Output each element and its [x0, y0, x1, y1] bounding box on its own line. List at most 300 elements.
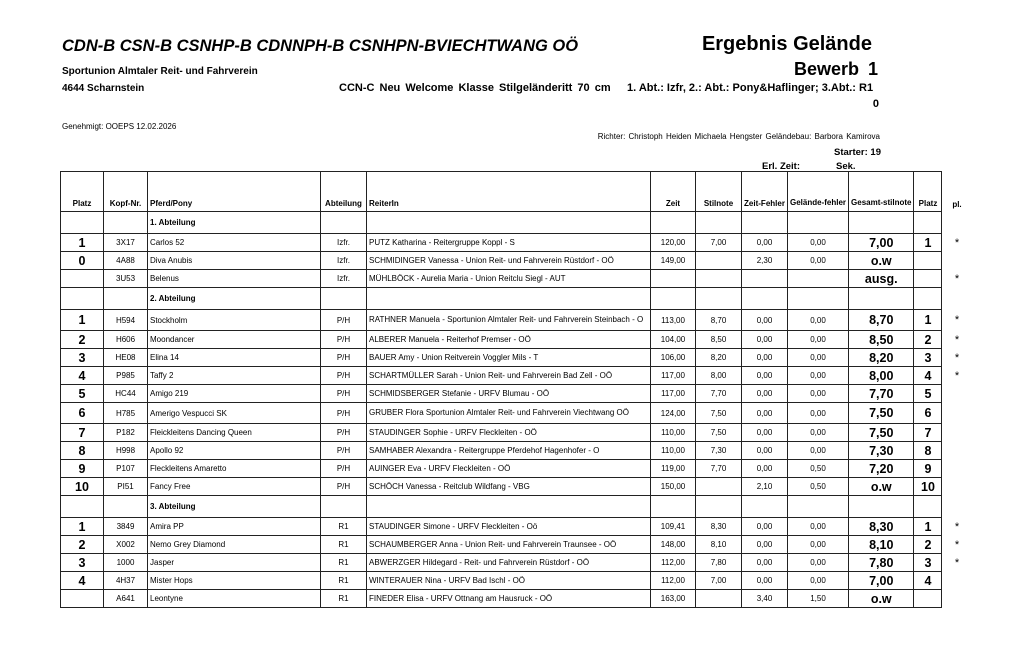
cell-pl-marker: [942, 403, 972, 424]
cell-platz-final: 3: [914, 554, 942, 572]
sek-label: Sek.: [836, 161, 856, 172]
cell-stilnote: [696, 590, 742, 608]
cell-platz-final: 5: [914, 385, 942, 403]
cell-gelaende-fehler: 1,50: [788, 590, 849, 608]
cell-platz-final: 1: [914, 310, 942, 331]
cell-stilnote: 7,50: [696, 424, 742, 442]
table-row: [61, 590, 972, 608]
results-body: [61, 212, 972, 608]
cell-kopf-nr: 4A88: [104, 252, 148, 270]
cell-zeit: 106,00: [651, 349, 696, 367]
cell-zeit: 149,00: [651, 252, 696, 270]
cell-reiter: BAUER Amy - Union Reitverein Voggler Mils - T: [367, 349, 651, 367]
cell-zeit: 150,00: [651, 478, 696, 496]
cell-kopf-nr: H594: [104, 310, 148, 331]
section-empty-cell: [742, 212, 788, 234]
cell-gesamt-stilnote: 7,70: [849, 385, 914, 403]
section-empty-cell: [914, 496, 942, 518]
cell-reiter: SCHMIDINGER Vanessa - Union Reit- und Fahrverein Rüstdorf - OÖ: [367, 252, 651, 270]
cell-platz-final: [914, 270, 942, 288]
table-row: [61, 331, 972, 349]
cell-gesamt-stilnote: o.w: [849, 252, 914, 270]
section-empty-cell: [942, 496, 972, 518]
cell-gesamt-stilnote: 7,20: [849, 460, 914, 478]
approval-note: Genehmigt: OOEPS 12.02.2026: [62, 122, 177, 131]
table-row: [61, 424, 972, 442]
organizer-city: 4644 Scharnstein: [62, 83, 145, 94]
cell-gelaende-fehler: 0,00: [788, 403, 849, 424]
cell-zeit-fehler: [742, 270, 788, 288]
table-row: [61, 442, 972, 460]
cell-platz: [61, 590, 104, 608]
col-header-pferd: Pferd/Pony: [148, 172, 321, 212]
table-row: [61, 536, 972, 554]
cell-abteilung: R1: [321, 536, 367, 554]
cell-kopf-nr: P182: [104, 424, 148, 442]
cell-pl-marker: [942, 252, 972, 270]
table-row: [61, 385, 972, 403]
col-header-gesamt-stilnote: Gesamt-stilnote: [849, 172, 914, 212]
section-empty-cell: [849, 288, 914, 310]
cell-gelaende-fehler: 0,00: [788, 554, 849, 572]
section-empty-cell: [367, 496, 651, 518]
cell-gesamt-stilnote: 8,00: [849, 367, 914, 385]
cell-zeit-fehler: 0,00: [742, 385, 788, 403]
section-empty-cell: [367, 288, 651, 310]
cell-gelaende-fehler: 0,50: [788, 460, 849, 478]
event-codes-title: CDN-B CSN-B CSNHP-B CDNNPH-B CSNHPN-BVIECHTWANG OÖ: [62, 37, 579, 55]
table-row: [61, 234, 972, 252]
section-row: [61, 496, 972, 518]
cell-pferd: Leontyne: [148, 590, 321, 608]
cell-reiter: ABWERZGER Hildegard - Reit- und Fahrverein Rüstdorf - OÖ: [367, 554, 651, 572]
cell-pferd: Stockholm: [148, 310, 321, 331]
cell-reiter: MÜHLBÖCK - Aurelia Maria - Union Reitclu Siegl - AUT: [367, 270, 651, 288]
cell-kopf-nr: H785: [104, 403, 148, 424]
table-row: [61, 478, 972, 496]
cell-platz: 1: [61, 310, 104, 331]
cell-reiter: PUTZ Katharina - Reitergruppe Koppl - S: [367, 234, 651, 252]
cell-pl-marker: *: [954, 369, 960, 382]
cell-zeit-fehler: 0,00: [742, 424, 788, 442]
section-empty-cell: [61, 288, 104, 310]
cell-zeit-fehler: 0,00: [742, 310, 788, 331]
cell-reiter: SCHMIDSBERGER Stefanie - URFV Blumau - OÖ: [367, 385, 651, 403]
cell-kopf-nr: A641: [104, 590, 148, 608]
section-empty-cell: [321, 212, 367, 234]
cell-abteilung: Izfr.: [321, 252, 367, 270]
cell-pferd: Amigo 219: [148, 385, 321, 403]
cell-pl-marker: [942, 460, 972, 478]
cell-gesamt-stilnote: 7,50: [849, 403, 914, 424]
cell-platz: 1: [61, 234, 104, 252]
cell-platz: [61, 270, 104, 288]
table-row: [61, 367, 972, 385]
cell-pl-marker: *: [954, 520, 960, 533]
cell-zeit-fehler: 0,00: [742, 331, 788, 349]
cell-platz: 2: [61, 536, 104, 554]
section-empty-cell: [849, 496, 914, 518]
cell-platz-final: 4: [914, 572, 942, 590]
cell-kopf-nr: 4H37: [104, 572, 148, 590]
cell-abteilung: R1: [321, 572, 367, 590]
col-header-gelaende-fehler: Gelände-fehler: [788, 172, 849, 212]
col-header-platz-final: Platz: [914, 172, 942, 212]
section-empty-cell: [367, 212, 651, 234]
col-header-kopf-nr: Kopf-Nr.: [104, 172, 148, 212]
section-empty-cell: [104, 212, 148, 234]
cell-kopf-nr: PI51: [104, 478, 148, 496]
competition-name: CCN-C Neu Welcome Klasse Stilgeländeritt 70 cm: [339, 82, 611, 94]
cell-platz-final: 2: [914, 536, 942, 554]
cell-platz: 7: [61, 424, 104, 442]
cell-pl-marker: *: [954, 333, 960, 346]
section-title: 1. Abteilung: [148, 212, 321, 234]
cell-stilnote: 7,00: [696, 234, 742, 252]
col-header-abteilung: Abteilung: [321, 172, 367, 212]
cell-pferd: Mister Hops: [148, 572, 321, 590]
cell-stilnote: 8,30: [696, 518, 742, 536]
table-row: [61, 460, 972, 478]
section-empty-cell: [742, 496, 788, 518]
cell-gelaende-fehler: 0,00: [788, 385, 849, 403]
cell-gelaende-fehler: 0,00: [788, 349, 849, 367]
cell-stilnote: 7,00: [696, 572, 742, 590]
cell-stilnote: [696, 270, 742, 288]
cell-kopf-nr: 1000: [104, 554, 148, 572]
section-empty-cell: [942, 212, 972, 234]
cell-zeit-fehler: 0,00: [742, 234, 788, 252]
cell-zeit: 117,00: [651, 367, 696, 385]
cell-gesamt-stilnote: 7,80: [849, 554, 914, 572]
divisions-info-continued: 0: [872, 98, 879, 110]
cell-stilnote: 7,70: [696, 460, 742, 478]
cell-gesamt-stilnote: o.w: [849, 590, 914, 608]
cell-platz: 5: [61, 385, 104, 403]
cell-zeit: 113,00: [651, 310, 696, 331]
cell-abteilung: P/H: [321, 367, 367, 385]
cell-zeit: 104,00: [651, 331, 696, 349]
cell-platz-final: 8: [914, 442, 942, 460]
table-row: [61, 403, 972, 424]
cell-gesamt-stilnote: 8,70: [849, 310, 914, 331]
cell-reiter: GRUBER Flora Sportunion Almtaler Reit- und Fahrverein Viechtwang OÖ: [367, 403, 651, 424]
cell-stilnote: 8,20: [696, 349, 742, 367]
section-empty-cell: [61, 212, 104, 234]
cell-reiter: STAUDINGER Sophie - URFV Fleckleiten - OÖ: [367, 424, 651, 442]
col-header-stilnote: Stilnote: [696, 172, 742, 212]
cell-zeit: 117,00: [651, 385, 696, 403]
col-header-pl: pl.: [952, 199, 962, 209]
cell-zeit: 112,00: [651, 572, 696, 590]
col-header-zeit-fehler: Zeit-Fehler: [742, 172, 788, 212]
cell-zeit-fehler: 0,00: [742, 554, 788, 572]
cell-zeit: 163,00: [651, 590, 696, 608]
cell-gesamt-stilnote: o.w: [849, 478, 914, 496]
starter-count: Starter: 19: [834, 147, 881, 158]
cell-reiter: FINEDER Elisa - URFV Ottnang am Hausruck - OÖ: [367, 590, 651, 608]
table-row: [61, 349, 972, 367]
section-title: 3. Abteilung: [148, 496, 321, 518]
cell-pferd: Fleckleitens Amaretto: [148, 460, 321, 478]
col-header-platz: Platz: [61, 172, 104, 212]
cell-abteilung: P/H: [321, 460, 367, 478]
table-row: [61, 310, 972, 331]
cell-zeit-fehler: 0,00: [742, 460, 788, 478]
cell-pferd: Amira PP: [148, 518, 321, 536]
table-row: [61, 252, 972, 270]
cell-platz: 4: [61, 572, 104, 590]
cell-pferd: Taffy 2: [148, 367, 321, 385]
cell-pferd: Jasper: [148, 554, 321, 572]
cell-platz-final: [914, 590, 942, 608]
cell-abteilung: P/H: [321, 385, 367, 403]
cell-kopf-nr: X002: [104, 536, 148, 554]
section-empty-cell: [788, 212, 849, 234]
cell-kopf-nr: H998: [104, 442, 148, 460]
cell-pferd: Fleickleitens Dancing Queen: [148, 424, 321, 442]
table-header-row: [61, 172, 972, 212]
cell-stilnote: [696, 478, 742, 496]
section-empty-cell: [914, 288, 942, 310]
section-empty-cell: [849, 212, 914, 234]
cell-gesamt-stilnote: ausg.: [849, 270, 914, 288]
cell-gesamt-stilnote: 7,30: [849, 442, 914, 460]
cell-gelaende-fehler: 0,50: [788, 478, 849, 496]
cell-platz-final: 9: [914, 460, 942, 478]
cell-gelaende-fehler: 0,00: [788, 518, 849, 536]
judges-line: Richter: Christoph Heiden Michaela Hengster Geländebau: Barbora Kamirova: [597, 132, 880, 141]
organizer-name: Sportunion Almtaler Reit- und Fahrverein: [62, 66, 258, 77]
cell-reiter: SCHAUMBERGER Anna - Union Reit- und Fahrverein Traunsee - OÖ: [367, 536, 651, 554]
cell-pferd: Diva Anubis: [148, 252, 321, 270]
col-header-reiter: ReiterIn: [367, 172, 651, 212]
cell-gesamt-stilnote: 8,30: [849, 518, 914, 536]
cell-platz-final: [914, 252, 942, 270]
cell-abteilung: P/H: [321, 442, 367, 460]
cell-stilnote: 8,50: [696, 331, 742, 349]
cell-platz: 0: [61, 252, 104, 270]
cell-pl-marker: *: [954, 556, 960, 569]
cell-platz-final: 4: [914, 367, 942, 385]
cell-zeit-fehler: 0,00: [742, 536, 788, 554]
cell-pl-marker: *: [954, 272, 960, 285]
cell-abteilung: P/H: [321, 403, 367, 424]
cell-zeit: 124,00: [651, 403, 696, 424]
section-empty-cell: [651, 288, 696, 310]
cell-pferd: Belenus: [148, 270, 321, 288]
cell-abteilung: R1: [321, 590, 367, 608]
cell-zeit-fehler: 2,30: [742, 252, 788, 270]
cell-pl-marker: [942, 385, 972, 403]
cell-pferd: Carlos 52: [148, 234, 321, 252]
cell-gelaende-fehler: 0,00: [788, 367, 849, 385]
cell-kopf-nr: P107: [104, 460, 148, 478]
cell-kopf-nr: P985: [104, 367, 148, 385]
cell-pferd: Fancy Free: [148, 478, 321, 496]
cell-zeit-fehler: 3,40: [742, 590, 788, 608]
cell-platz-final: 6: [914, 403, 942, 424]
cell-zeit: 148,00: [651, 536, 696, 554]
cell-platz: 6: [61, 403, 104, 424]
cell-platz: 4: [61, 367, 104, 385]
cell-gelaende-fehler: 0,00: [788, 252, 849, 270]
cell-stilnote: 8,10: [696, 536, 742, 554]
cell-pl-marker: [942, 424, 972, 442]
cell-pl-marker: [942, 442, 972, 460]
cell-pl-marker: [942, 590, 972, 608]
cell-platz: 1: [61, 518, 104, 536]
cell-zeit-fehler: 0,00: [742, 572, 788, 590]
cell-zeit: 110,00: [651, 442, 696, 460]
cell-reiter: RATHNER Manuela - Sportunion Almtaler Reit- und Fahrverein Steinbach - O: [367, 310, 651, 331]
section-empty-cell: [651, 496, 696, 518]
cell-platz: 9: [61, 460, 104, 478]
cell-abteilung: P/H: [321, 349, 367, 367]
results-table: [60, 171, 972, 608]
section-empty-cell: [696, 288, 742, 310]
cell-gelaende-fehler: 0,00: [788, 442, 849, 460]
section-empty-cell: [651, 212, 696, 234]
section-empty-cell: [788, 288, 849, 310]
table-row: [61, 270, 972, 288]
cell-reiter: SCHÖCH Vanessa - Reitclub Wildfang - VBG: [367, 478, 651, 496]
cell-platz: 10: [61, 478, 104, 496]
cell-pl-marker: *: [954, 314, 960, 326]
section-empty-cell: [696, 496, 742, 518]
result-title: Ergebnis Gelände: [701, 33, 872, 55]
cell-zeit-fehler: 2,10: [742, 478, 788, 496]
cell-abteilung: Izfr.: [321, 270, 367, 288]
section-title: 2. Abteilung: [148, 288, 321, 310]
cell-zeit-fehler: 0,00: [742, 442, 788, 460]
section-row: [61, 212, 972, 234]
section-empty-cell: [914, 212, 942, 234]
cell-stilnote: 8,00: [696, 367, 742, 385]
cell-gesamt-stilnote: 8,50: [849, 331, 914, 349]
cell-stilnote: 7,70: [696, 385, 742, 403]
cell-zeit: 112,00: [651, 554, 696, 572]
cell-pl-marker: *: [954, 351, 960, 364]
section-empty-cell: [104, 288, 148, 310]
section-empty-cell: [104, 496, 148, 518]
table-row: [61, 572, 972, 590]
table-row: [61, 554, 972, 572]
section-empty-cell: [61, 496, 104, 518]
cell-gelaende-fehler: 0,00: [788, 310, 849, 331]
cell-zeit-fehler: 0,00: [742, 518, 788, 536]
cell-pferd: Moondancer: [148, 331, 321, 349]
cell-reiter: WINTERAUER Nina - URFV Bad Ischl - OÖ: [367, 572, 651, 590]
table-row: [61, 518, 972, 536]
cell-pl-marker: [942, 572, 972, 590]
cell-gelaende-fehler: 0,00: [788, 572, 849, 590]
cell-pferd: Elina 14: [148, 349, 321, 367]
cell-gesamt-stilnote: 7,50: [849, 424, 914, 442]
cell-zeit-fehler: 0,00: [742, 367, 788, 385]
cell-platz: 2: [61, 331, 104, 349]
cell-zeit: 109,41: [651, 518, 696, 536]
cell-platz-final: 3: [914, 349, 942, 367]
cell-reiter: SAMHABER Alexandra - Reitergruppe Pferdehof Hagenhofer - O: [367, 442, 651, 460]
cell-gelaende-fehler: 0,00: [788, 536, 849, 554]
cell-kopf-nr: HC44: [104, 385, 148, 403]
cell-platz-final: 1: [914, 234, 942, 252]
section-empty-cell: [942, 288, 972, 310]
cell-pferd: Nemo Grey Diamond: [148, 536, 321, 554]
cell-platz-final: 1: [914, 518, 942, 536]
cell-stilnote: 7,30: [696, 442, 742, 460]
cell-platz: 3: [61, 554, 104, 572]
cell-kopf-nr: 3X17: [104, 234, 148, 252]
cell-reiter: AUINGER Eva - URFV Fleckleiten - OÖ: [367, 460, 651, 478]
cell-stilnote: [696, 252, 742, 270]
cell-platz-final: 2: [914, 331, 942, 349]
cell-abteilung: Izfr.: [321, 234, 367, 252]
cell-pl-marker: *: [954, 236, 960, 249]
cell-pferd: Amerigo Vespucci SK: [148, 403, 321, 424]
erl-zeit-label: Erl. Zeit:: [762, 161, 801, 172]
cell-zeit: 110,00: [651, 424, 696, 442]
bewerb-number: Bewerb 1: [793, 59, 878, 79]
cell-gesamt-stilnote: 7,00: [849, 572, 914, 590]
cell-pl-marker: [942, 478, 972, 496]
cell-reiter: SCHARTMÜLLER Sarah - Union Reit- und Fahrverein Bad Zell - OÖ: [367, 367, 651, 385]
cell-platz-final: 10: [914, 478, 942, 496]
cell-gesamt-stilnote: 8,20: [849, 349, 914, 367]
cell-stilnote: 7,50: [696, 403, 742, 424]
cell-kopf-nr: 3849: [104, 518, 148, 536]
cell-abteilung: P/H: [321, 331, 367, 349]
cell-pl-marker: *: [954, 538, 960, 551]
cell-reiter: ALBERER Manuela - Reiterhof Premser - OÖ: [367, 331, 651, 349]
cell-zeit-fehler: 0,00: [742, 403, 788, 424]
section-empty-cell: [696, 212, 742, 234]
cell-zeit: [651, 270, 696, 288]
cell-abteilung: R1: [321, 518, 367, 536]
cell-reiter: STAUDINGER Simone - URFV Fleckleiten - Oö: [367, 518, 651, 536]
cell-kopf-nr: H606: [104, 331, 148, 349]
cell-gesamt-stilnote: 7,00: [849, 234, 914, 252]
col-header-zeit: Zeit: [651, 172, 696, 212]
section-empty-cell: [788, 496, 849, 518]
divisions-info: 1. Abt.: Izfr, 2.: Abt.: Pony&Haflinger; 3.Abt.: R1: [627, 82, 874, 94]
cell-kopf-nr: HE08: [104, 349, 148, 367]
cell-abteilung: P/H: [321, 424, 367, 442]
cell-platz-final: 7: [914, 424, 942, 442]
cell-zeit: 120,00: [651, 234, 696, 252]
cell-gesamt-stilnote: 8,10: [849, 536, 914, 554]
cell-abteilung: R1: [321, 554, 367, 572]
section-empty-cell: [321, 288, 367, 310]
section-empty-cell: [321, 496, 367, 518]
cell-zeit-fehler: 0,00: [742, 349, 788, 367]
cell-gelaende-fehler: 0,00: [788, 424, 849, 442]
cell-kopf-nr: 3U53: [104, 270, 148, 288]
section-row: [61, 288, 972, 310]
cell-stilnote: 8,70: [696, 310, 742, 331]
cell-abteilung: P/H: [321, 478, 367, 496]
section-empty-cell: [742, 288, 788, 310]
cell-gelaende-fehler: 0,00: [788, 234, 849, 252]
cell-gelaende-fehler: 0,00: [788, 331, 849, 349]
cell-zeit: 119,00: [651, 460, 696, 478]
cell-platz: 3: [61, 349, 104, 367]
cell-platz: 8: [61, 442, 104, 460]
cell-abteilung: P/H: [321, 310, 367, 331]
cell-stilnote: 7,80: [696, 554, 742, 572]
cell-gelaende-fehler: [788, 270, 849, 288]
